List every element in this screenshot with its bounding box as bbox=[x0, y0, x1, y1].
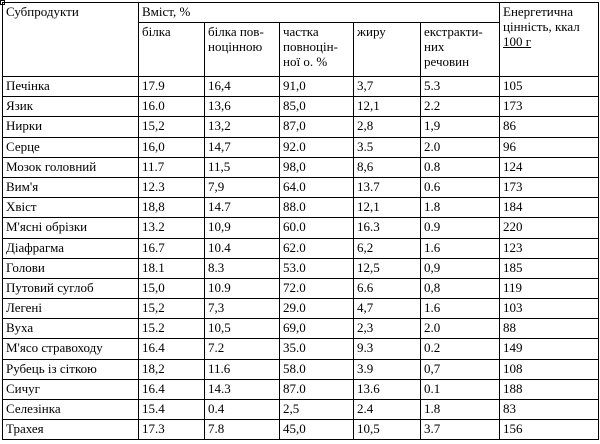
cell-protein: 17.3 bbox=[139, 420, 205, 440]
table-row bbox=[3, 157, 599, 177]
cell-protein: 15.2 bbox=[139, 319, 205, 339]
table-row bbox=[3, 77, 599, 97]
cell-full-protein: 7.8 bbox=[205, 420, 280, 440]
cell-protein: 15,0 bbox=[139, 278, 205, 298]
cell-fat: 6,2 bbox=[354, 238, 421, 258]
cell-full-protein-share: 98,0 bbox=[280, 157, 354, 177]
table-row bbox=[3, 117, 599, 137]
cell-energy: 103 bbox=[500, 299, 599, 319]
cell-energy: 83 bbox=[500, 400, 599, 420]
header-energy bbox=[500, 3, 599, 77]
cell-full-protein: 14.7 bbox=[205, 198, 280, 218]
table-row bbox=[3, 379, 599, 399]
cell-extractives: 3.7 bbox=[421, 420, 500, 440]
cell-product-name: Легені bbox=[3, 299, 139, 319]
cell-protein: 13.2 bbox=[139, 218, 205, 238]
cell-extractives: 2.0 bbox=[421, 137, 500, 157]
cell-product-name: Нирки bbox=[3, 117, 139, 137]
cell-energy: 123 bbox=[500, 238, 599, 258]
cell-energy: 86 bbox=[500, 117, 599, 137]
table-row bbox=[3, 258, 599, 278]
cell-extractives: 1,9 bbox=[421, 117, 500, 137]
cell-fat: 2.4 bbox=[354, 400, 421, 420]
cell-protein: 18.1 bbox=[139, 258, 205, 278]
cell-product-name: М'ясо стравоходу bbox=[3, 339, 139, 359]
cell-full-protein: 10.9 bbox=[205, 278, 280, 298]
cell-full-protein: 10,9 bbox=[205, 218, 280, 238]
cell-extractives: 0,8 bbox=[421, 278, 500, 298]
header-extract: екстракти- них речовин bbox=[421, 23, 500, 77]
cell-extractives: 5.3 bbox=[421, 77, 500, 97]
cell-full-protein: 8.3 bbox=[205, 258, 280, 278]
table-row bbox=[3, 299, 599, 319]
cell-full-protein: 11,5 bbox=[205, 157, 280, 177]
header-fat: жиру bbox=[354, 23, 421, 77]
cell-fat: 10,5 bbox=[354, 420, 421, 440]
cell-full-protein: 14.3 bbox=[205, 379, 280, 399]
cell-full-protein-share: 85,0 bbox=[280, 97, 354, 117]
cell-fat: 6.6 bbox=[354, 278, 421, 298]
cell-energy: 96 bbox=[500, 137, 599, 157]
cell-full-protein-share: 92.0 bbox=[280, 137, 354, 157]
cell-fat: 9.3 bbox=[354, 339, 421, 359]
cell-protein: 12.3 bbox=[139, 177, 205, 197]
cell-energy: 184 bbox=[500, 198, 599, 218]
header-full-protein: білка пов- ноцінною bbox=[205, 23, 280, 77]
cell-protein: 18,8 bbox=[139, 198, 205, 218]
cell-protein: 15.4 bbox=[139, 400, 205, 420]
cell-extractives: 0,9 bbox=[421, 258, 500, 278]
header-content-label: Вміст, % bbox=[142, 4, 191, 19]
cell-product-name: Рубець із сіткою bbox=[3, 359, 139, 379]
cell-extractives: 1.8 bbox=[421, 400, 500, 420]
cell-energy: 88 bbox=[500, 319, 599, 339]
cell-fat: 12,5 bbox=[354, 258, 421, 278]
cell-full-protein-share: 53.0 bbox=[280, 258, 354, 278]
cell-protein: 17.9 bbox=[139, 77, 205, 97]
cell-full-protein-share: 2,5 bbox=[280, 400, 354, 420]
cell-fat: 2,8 bbox=[354, 117, 421, 137]
table-row bbox=[3, 359, 599, 379]
cell-extractives: 1.6 bbox=[421, 238, 500, 258]
cell-extractives: 1.8 bbox=[421, 198, 500, 218]
cell-energy: 220 bbox=[500, 218, 599, 238]
cell-full-protein: 7,3 bbox=[205, 299, 280, 319]
cell-product-name: Трахея bbox=[3, 420, 139, 440]
cell-full-protein-share: 35.0 bbox=[280, 339, 354, 359]
cell-protein: 11.7 bbox=[139, 157, 205, 177]
cell-full-protein-share: 69,0 bbox=[280, 319, 354, 339]
cell-energy: 173 bbox=[500, 97, 599, 117]
cell-energy: 119 bbox=[500, 278, 599, 298]
cell-full-protein: 16,4 bbox=[205, 77, 280, 97]
cell-fat: 16.3 bbox=[354, 218, 421, 238]
cell-full-protein-share: 64.0 bbox=[280, 177, 354, 197]
cell-full-protein-share: 88.0 bbox=[280, 198, 354, 218]
table-row bbox=[3, 238, 599, 258]
offal-composition-table bbox=[2, 2, 599, 440]
cell-full-protein: 13,6 bbox=[205, 97, 280, 117]
header-energy-line3: 100 г bbox=[503, 34, 532, 49]
cell-energy: 105 bbox=[500, 77, 599, 97]
cell-product-name: Хвіст bbox=[3, 198, 139, 218]
cell-protein: 16.4 bbox=[139, 339, 205, 359]
cell-product-name: Голови bbox=[3, 258, 139, 278]
cell-full-protein-share: 58.0 bbox=[280, 359, 354, 379]
cell-fat: 3.9 bbox=[354, 359, 421, 379]
cell-energy: 188 bbox=[500, 379, 599, 399]
table-row bbox=[3, 137, 599, 157]
cell-energy: 149 bbox=[500, 339, 599, 359]
table-row bbox=[3, 218, 599, 238]
cell-product-name: Путовий суглоб bbox=[3, 278, 139, 298]
header-energy-line1: Енергетична bbox=[503, 4, 574, 19]
cell-fat: 13.7 bbox=[354, 177, 421, 197]
cell-extractives: 0.6 bbox=[421, 177, 500, 197]
cell-protein: 16.7 bbox=[139, 238, 205, 258]
cell-energy: 185 bbox=[500, 258, 599, 278]
cell-full-protein-share: 45,0 bbox=[280, 420, 354, 440]
header-share: частка повноцін- ної о. % bbox=[280, 23, 354, 77]
cell-protein: 18,2 bbox=[139, 359, 205, 379]
cell-full-protein: 11.6 bbox=[205, 359, 280, 379]
cell-product-name: Печінка bbox=[3, 77, 139, 97]
cell-full-protein-share: 91,0 bbox=[280, 77, 354, 97]
cell-product-name: Вуха bbox=[3, 319, 139, 339]
cell-extractives: 0.8 bbox=[421, 157, 500, 177]
cell-product-name: Селезінка bbox=[3, 400, 139, 420]
cell-extractives: 0.2 bbox=[421, 339, 500, 359]
cell-fat: 12,1 bbox=[354, 97, 421, 117]
cell-fat: 13.6 bbox=[354, 379, 421, 399]
table-row bbox=[3, 400, 599, 420]
table-row bbox=[3, 177, 599, 197]
cell-energy: 124 bbox=[500, 157, 599, 177]
cell-extractives: 0.1 bbox=[421, 379, 500, 399]
cell-protein: 15,2 bbox=[139, 299, 205, 319]
cell-full-protein-share: 29.0 bbox=[280, 299, 354, 319]
cell-fat: 3.5 bbox=[354, 137, 421, 157]
cell-full-protein-share: 87,0 bbox=[280, 117, 354, 137]
cell-full-protein-share: 72.0 bbox=[280, 278, 354, 298]
cell-product-name: М'ясні обрізки bbox=[3, 218, 139, 238]
table-row bbox=[3, 198, 599, 218]
cell-product-name: Вим'я bbox=[3, 177, 139, 197]
header-product bbox=[3, 3, 139, 77]
cell-fat: 8,6 bbox=[354, 157, 421, 177]
cell-product-name: Мозок головний bbox=[3, 157, 139, 177]
cell-fat: 12,1 bbox=[354, 198, 421, 218]
table-row bbox=[3, 339, 599, 359]
cell-extractives: 2.2 bbox=[421, 97, 500, 117]
cell-full-protein: 0.4 bbox=[205, 400, 280, 420]
cell-full-protein-share: 87.0 bbox=[280, 379, 354, 399]
cell-full-protein: 7,9 bbox=[205, 177, 280, 197]
cell-fat: 2,3 bbox=[354, 319, 421, 339]
header-protein: білка bbox=[139, 23, 205, 77]
cell-product-name: Сичуг bbox=[3, 379, 139, 399]
cell-full-protein: 13,2 bbox=[205, 117, 280, 137]
cell-full-protein: 14,7 bbox=[205, 137, 280, 157]
cell-extractives: 1.6 bbox=[421, 299, 500, 319]
cell-full-protein-share: 60.0 bbox=[280, 218, 354, 238]
cell-protein: 15,2 bbox=[139, 117, 205, 137]
cell-energy: 108 bbox=[500, 359, 599, 379]
header-product-label: Субпродукти bbox=[6, 4, 79, 19]
cell-energy: 156 bbox=[500, 420, 599, 440]
cell-product-name: Діафрагма bbox=[3, 238, 139, 258]
table-row bbox=[3, 319, 599, 339]
header-content-group bbox=[139, 3, 500, 23]
cell-product-name: Язик bbox=[3, 97, 139, 117]
table-row bbox=[3, 420, 599, 440]
cell-full-protein: 10,5 bbox=[205, 319, 280, 339]
cell-full-protein: 10.4 bbox=[205, 238, 280, 258]
cell-protein: 16.0 bbox=[139, 97, 205, 117]
cell-protein: 16.4 bbox=[139, 379, 205, 399]
cell-protein: 16,0 bbox=[139, 137, 205, 157]
cell-product-name: Серце bbox=[3, 137, 139, 157]
table-row bbox=[3, 97, 599, 117]
cell-fat: 3,7 bbox=[354, 77, 421, 97]
cell-extractives: 0.9 bbox=[421, 218, 500, 238]
cell-extractives: 2.0 bbox=[421, 319, 500, 339]
cell-full-protein-share: 62.0 bbox=[280, 238, 354, 258]
cell-energy: 173 bbox=[500, 177, 599, 197]
header-row-1 bbox=[3, 3, 599, 23]
cell-fat: 4,7 bbox=[354, 299, 421, 319]
cell-extractives: 0,7 bbox=[421, 359, 500, 379]
header-energy-line2: цінність, ккал bbox=[503, 19, 580, 34]
cell-full-protein: 7.2 bbox=[205, 339, 280, 359]
table-row bbox=[3, 278, 599, 298]
